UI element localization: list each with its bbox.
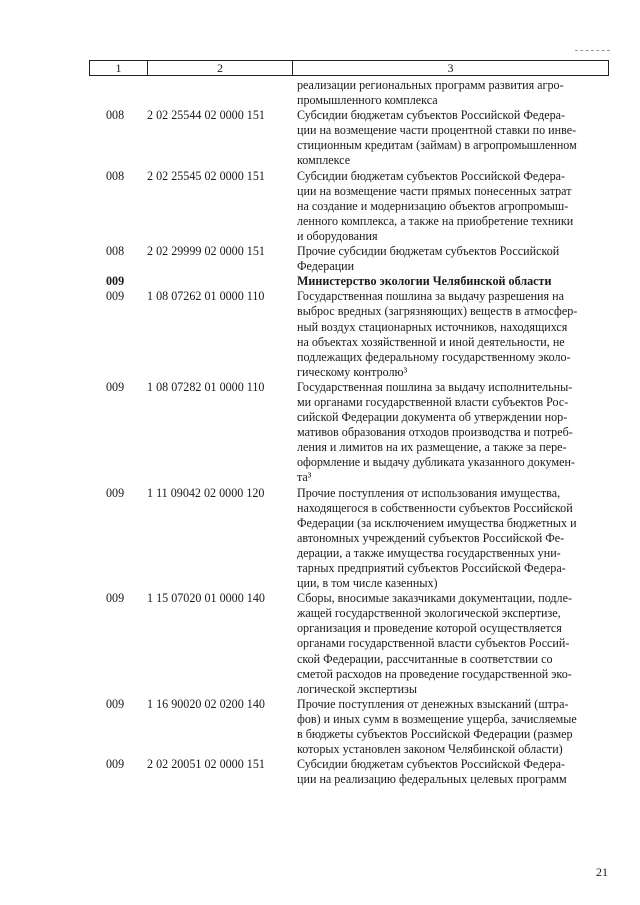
description <box>294 274 612 289</box>
budget-code: 1 15 07020 01 0000 140 <box>147 591 265 606</box>
description <box>294 78 612 108</box>
description-line: дерации, а также имущества государственных уни- <box>297 545 561 560</box>
description-line: ленного комплекса, а также на приобретение техники <box>297 213 574 228</box>
description-line: реализации региональных программ развития агро- <box>297 78 564 92</box>
description-line: ской Федерации, рассчитанные в соответствии со <box>297 651 553 666</box>
description-line: Министерство экологии Челябинской области <box>297 274 552 289</box>
description-line: ции на возмещение части процентной ставки по инве- <box>297 123 577 138</box>
description-line: промышленного комплекса <box>297 93 438 108</box>
description-line: стиционным кредитам (займам) в агропромышленном <box>297 138 577 153</box>
description-line: та³ <box>297 470 312 485</box>
description-line: автономных учреждений субъектов Российской Фе- <box>297 530 565 545</box>
budget-code: 2 02 25545 02 0000 151 <box>147 168 265 183</box>
table-row <box>92 757 612 787</box>
admin-code: 009 <box>106 379 125 394</box>
budget-code: 2 02 25544 02 0000 151 <box>147 108 265 123</box>
table-row <box>92 697 612 757</box>
table-header <box>89 60 609 76</box>
description-line: Прочие субсидии бюджетам субъектов Российской <box>297 244 560 259</box>
description-line: Субсидии бюджетам субъектов Российской Федера- <box>297 168 566 183</box>
description-line: логической экспертизы <box>297 681 417 696</box>
description-line: ции на возмещение части прямых понесенных затрат <box>297 183 572 198</box>
admin-code: 009 <box>106 274 125 289</box>
description-line: ный воздух стационарных источников, находящихся <box>297 319 568 334</box>
budget-code: 1 16 90020 02 0200 140 <box>147 696 265 711</box>
description <box>294 486 612 592</box>
description-line: органами государственной власти субъектов Россий- <box>297 636 570 651</box>
description-line: Федерации (за исключением имущества бюджетных и <box>297 515 577 530</box>
table-row <box>92 486 612 592</box>
admin-code: 008 <box>106 108 125 123</box>
description-line: сийской Федерации документа об утверждении нор- <box>297 410 568 425</box>
table-row <box>92 108 612 168</box>
description-line: подлежащих федеральному государственному эколо- <box>297 349 571 364</box>
description-line: Субсидии бюджетам субъектов Российской Федера- <box>297 108 566 123</box>
admin-code: 008 <box>106 244 125 259</box>
description-line: мативов образования отходов производства и потреб- <box>297 425 573 440</box>
lead-row <box>92 78 612 108</box>
table-row <box>92 591 612 697</box>
description-line: Прочие поступления от денежных взысканий (штра- <box>297 696 569 711</box>
description-line: на объектах хозяйственной и иной деятельности, не <box>297 334 565 349</box>
description-line: жащей государственной экологической экспертизе, <box>297 606 561 621</box>
description-line: сметой расходов на проведение государственной эко- <box>297 666 572 681</box>
table-row <box>92 244 612 274</box>
admin-code: 009 <box>106 591 125 606</box>
description-line: Сборы, вносимые заказчиками документации, подле- <box>297 591 572 606</box>
description-line: фов) и иных сумм в возмещение ущерба, зачисляемые <box>297 711 577 726</box>
budget-code: 1 08 07282 01 0000 110 <box>147 379 265 394</box>
description <box>294 757 612 787</box>
description-line: ления и лимитов на их размещение, а также за пере- <box>297 440 567 455</box>
admin-code: 009 <box>106 289 125 304</box>
description-line: Государственная пошлина за выдачу разрешения на <box>297 289 564 304</box>
description-line: гическому контролю³ <box>297 364 408 379</box>
header-col-1: 1 <box>90 61 148 75</box>
description-line: выброс вредных (загрязняющих) веществ в атмосфер- <box>297 304 578 319</box>
description-line: Государственная пошлина за выдачу исполнительны- <box>297 379 573 394</box>
description-line: организация и проведение которой осуществляется <box>297 621 562 636</box>
admin-code: 009 <box>106 696 125 711</box>
description-line: на создание и модернизацию объектов агропромыш- <box>297 198 569 213</box>
budget-code: 1 08 07262 01 0000 110 <box>147 289 265 304</box>
table-body <box>92 78 612 787</box>
header-col-3: 3 <box>447 61 454 75</box>
description-line: которых установлен законом Челябинской области) <box>297 742 563 757</box>
scan-artifact <box>575 50 610 52</box>
table-row <box>92 380 612 486</box>
admin-code: 009 <box>106 757 125 772</box>
description <box>294 108 612 168</box>
description <box>294 380 612 486</box>
description-line: находящегося в собственности субъектов Российской <box>297 500 573 515</box>
description <box>294 697 612 757</box>
admin-code: 008 <box>106 168 125 183</box>
description-line: ции на реализацию федеральных целевых программ <box>297 772 567 787</box>
description <box>294 591 612 697</box>
description-line: оформление и выдачу дубликата указанного докумен- <box>297 455 575 470</box>
table-row <box>92 169 612 244</box>
table-row <box>92 274 612 289</box>
description-line: Федерации <box>297 259 355 274</box>
budget-code: 1 11 09042 02 0000 120 <box>147 485 265 500</box>
description <box>294 244 612 274</box>
description-line: Прочие поступления от использования имущества, <box>297 485 561 500</box>
header-col-2: 2 <box>148 61 293 75</box>
description-line: в бюджеты субъектов Российской Федерации (размер <box>297 727 573 742</box>
description <box>294 169 612 244</box>
page-number: 21 <box>596 865 608 879</box>
description-line: Субсидии бюджетам субъектов Российской Федера- <box>297 757 566 772</box>
description <box>294 289 612 380</box>
description-line: комплексе <box>297 153 351 168</box>
table-row <box>92 289 612 380</box>
admin-code: 009 <box>106 485 125 500</box>
description-line: тарных предприятий субъектов Российской Федера- <box>297 561 566 575</box>
description-line: ции, в том числе казенных) <box>297 576 438 591</box>
description-line: ми органами государственной власти субъектов Рос- <box>297 394 569 409</box>
budget-code: 2 02 20051 02 0000 151 <box>147 757 265 772</box>
description-line: и оборудования <box>297 228 378 243</box>
budget-code: 2 02 29999 02 0000 151 <box>147 244 265 259</box>
